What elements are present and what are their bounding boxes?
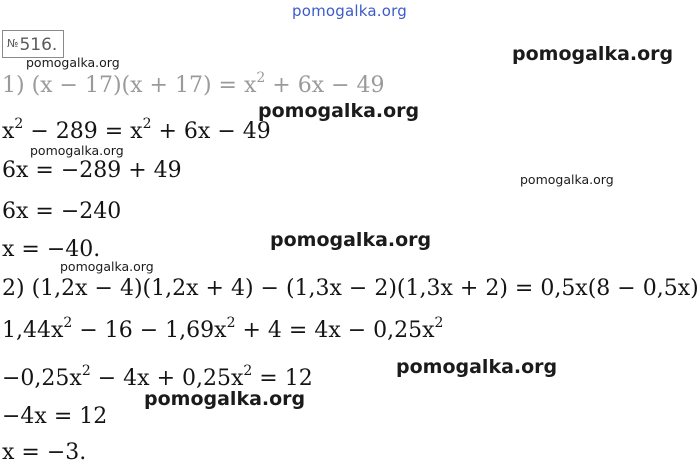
equation-line: 6x = −240 bbox=[2, 199, 122, 224]
problem-number: 516. bbox=[19, 35, 58, 55]
watermark: pomogalka.org bbox=[30, 143, 124, 158]
equation-line: $-0,25x^2 - 4x + 0,25x^2 = 12$ bbox=[2, 362, 313, 391]
equation-line: $1,44x^2 - 16 - 1,69x^2 + 4 = 4x - 0,25x^2$ bbox=[2, 314, 444, 343]
equation-line: 2) (1,2x − 4)(1,2x + 4) − (1,3x − 2)(1,3x + 2) = 0,5x(8 − 0,5x) bbox=[2, 276, 699, 301]
watermark: pomogalka.org bbox=[60, 259, 154, 274]
equation-line: x = −40. bbox=[2, 237, 101, 262]
problem-number-badge bbox=[2, 30, 64, 58]
number-sign: № bbox=[7, 37, 19, 50]
site-header: pomogalka.org bbox=[292, 2, 407, 20]
equation-line: x = −3. bbox=[2, 440, 87, 465]
equation-line: 1) $(x - 17)(x + 17) = x^2 + 6x - 49$ bbox=[2, 69, 385, 98]
equation-line: $x^2 - 289 = x^2 + 6x - 49$ bbox=[2, 115, 271, 144]
watermark: pomogalka.org bbox=[520, 172, 614, 187]
equation-line: −4x = 12 bbox=[2, 404, 108, 429]
watermark: pomogalka.org bbox=[512, 43, 674, 65]
equation-line: 6x = −289 + 49 bbox=[2, 158, 182, 183]
watermark: pomogalka.org bbox=[270, 229, 432, 251]
watermark: pomogalka.org bbox=[258, 100, 420, 122]
watermark: pomogalka.org bbox=[396, 356, 558, 378]
watermark: pomogalka.org bbox=[144, 388, 306, 410]
watermark: pomogalka.org bbox=[26, 55, 120, 70]
